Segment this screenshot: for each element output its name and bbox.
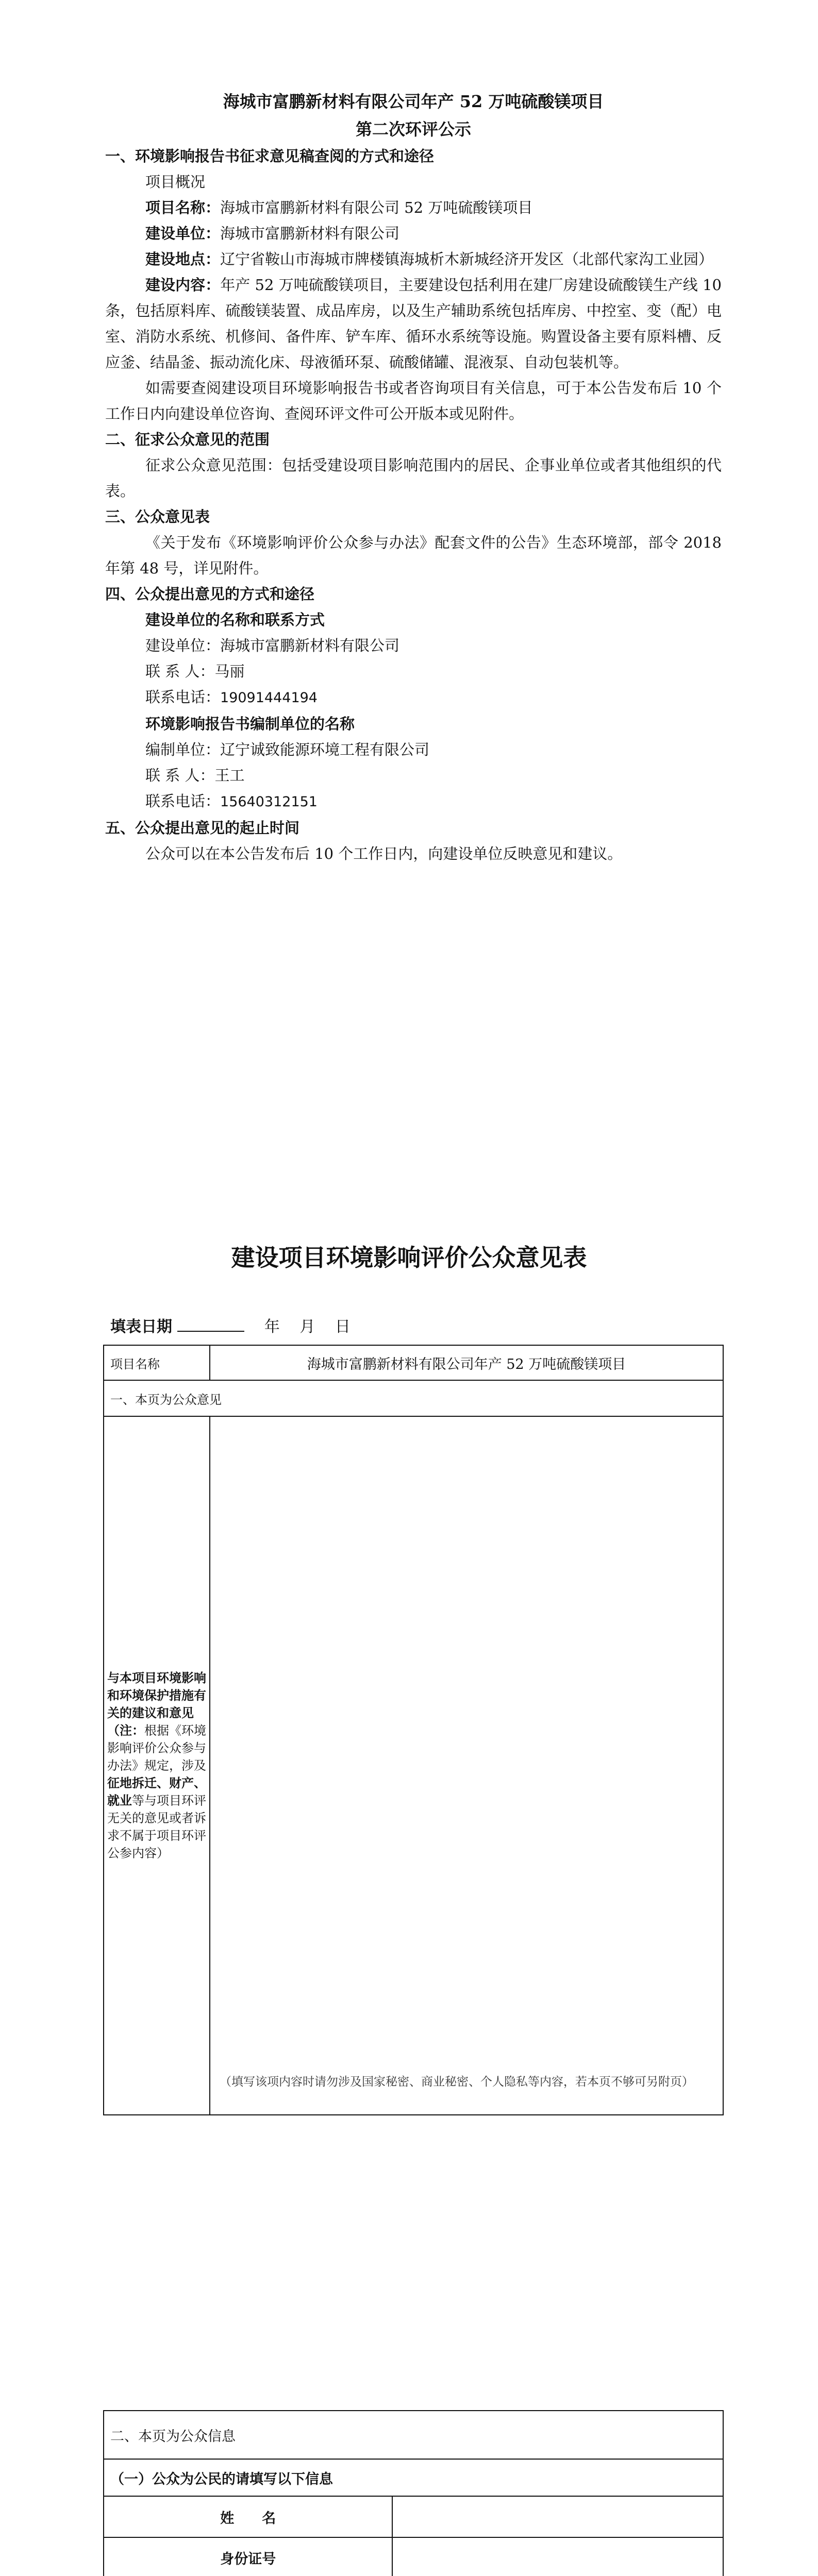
project-name: 海城市富鹏新材料有限公司 52 万吨硫酸镁项目 [220,199,533,216]
fill-date-blank[interactable] [177,1316,244,1332]
s4-builder-line [105,633,722,658]
contact2: 王工 [214,767,245,784]
notice-title: 海城市富鹏新材料有限公司年产 52 万吨硫酸镁项目 [223,92,604,111]
id-label: 身份证号 [104,2537,392,2576]
fill-date [110,1314,350,1336]
fill-date-label: 填表日期 [110,1318,172,1336]
public-info-table [103,2410,724,2576]
s4-builder: 海城市富鹏新材料有限公司 [220,637,400,654]
project-value-cell: 海城市富鹏新材料有限公司年产 52 万吨硫酸镁项目 [210,1345,723,1380]
contact2-line [105,762,722,788]
builder-line [105,221,722,246]
form-title: 建设项目环境影响评价公众意见表 [231,1244,587,1272]
builder-label: 建设单位： [145,225,221,242]
contact2-label: 联 系 人： [145,767,215,784]
id-input[interactable] [392,2537,723,2576]
fill-date-day: 日 [335,1318,350,1336]
fill-date-year: 年 [264,1318,280,1336]
public-notice [105,88,722,867]
s4-builder-label: 建设单位： [145,637,221,654]
name-label: 姓 名 [104,2496,392,2537]
project-name-line [105,195,722,221]
compiler-line [105,737,722,762]
opinion-input-cell[interactable] [210,1416,723,2115]
section-1-paragraph: 如需要查阅建设项目环境影响报告书或者咨询项目有关信息，可于本公告发布后 10 个工作日内向建设单位咨询、查阅环评文件可公开版本或见附件。 [105,379,722,422]
phone2-label: 联系电话： [145,792,221,810]
compiler-label: 编制单位： [145,741,221,758]
phone2: 15640312151 [220,794,318,810]
builder: 海城市富鹏新材料有限公司 [220,225,400,242]
citizen-heading: （一）公众为公民的请填写以下信息 [104,2459,723,2496]
section-5-paragraph: 公众可以在本公告发布后 10 个工作日内，向建设单位反映意见和建议。 [145,845,623,862]
content-line [105,272,722,375]
phone1-line [105,684,722,711]
opinion-label-keywords: 征地拆迁、财产、就业 [107,1775,206,1808]
section-3-paragraph: 《关于发布《环境影响评价公众参与办法》配套文件的公告》生态环境部，部令 2018 年第 48 号，详见附件。 [105,534,722,577]
part2-heading: 二、本页为公众信息 [104,2411,723,2459]
content-label: 建设内容： [145,276,221,294]
opinion-label-note-open: （注： [107,1723,144,1738]
compiler-heading: 环境影响报告书编制单位的名称 [145,715,355,733]
opinion-label-bold: 与本项目环境影响和环境保护措施有关的建议和意见 [107,1670,206,1720]
opinion-label-cell [104,1416,210,2115]
contact1-label: 联 系 人： [145,663,215,680]
fill-date-month: 月 [299,1318,315,1336]
section-3-heading: 三、公众意见表 [105,508,210,526]
project-name-label: 项目名称： [145,199,221,216]
phone1: 19091444194 [220,690,318,706]
opinion-label-rest2: 等与项目环评无关的意见或者诉求不属于项目环评公参内容） [107,1793,206,1860]
project-overview: 项目概况 [145,173,206,191]
project-label-cell: 项目名称 [104,1345,210,1380]
contact1-line [105,658,722,684]
content: 年产 52 万吨硫酸镁项目，主要建设包括利用在建厂房建设硫酸镁生产线 10 条，包括原料库、硫酸镁装置、成品库房，以及生产辅助系统包括库房、中控室、变（配）电室、消防水系统、机修间、备件库、铲车库、循环水系统等设施。购置设备主要有原料槽、反应釜、结晶釜、振动流化床、母液循环泵、硫酸储罐、混液泵、自动包装机等。 [105,276,722,371]
section-4-heading: 四、公众提出意见的方式和途径 [105,585,315,603]
location-line [105,246,722,272]
opinion-note: （填写该项内容时请勿涉及国家秘密、商业秘密、个人隐私等内容，若本页不够可另附页） [220,2075,694,2089]
opinion-table [103,1345,724,2115]
part1-heading: 一、本页为公众意见 [104,1380,723,1416]
compiler: 辽宁诚致能源环境工程有限公司 [220,741,430,758]
section-2-paragraph: 征求公众意见范围：包括受建设项目影响范围内的居民、企事业单位或者其他组织的代表。 [105,456,722,500]
contact1: 马丽 [214,663,245,680]
builder-contact-heading: 建设单位的名称和联系方式 [145,611,325,629]
phone1-label: 联系电话： [145,688,221,706]
name-input[interactable] [392,2496,723,2537]
location: 辽宁省鞍山市海城市牌楼镇海城析木新城经济开发区（北部代家沟工业园） [220,250,714,268]
opinion-label-rest1: 根据《环境影响评价公众参与办法》规定，涉及 [107,1723,206,1773]
notice-subtitle: 第二次环评公示 [355,120,471,139]
section-5-heading: 五、公众提出意见的起止时间 [105,819,300,837]
location-label: 建设地点： [145,250,221,268]
section-1-heading: 一、环境影响报告书征求意见稿查阅的方式和途径 [105,147,435,165]
phone2-line [105,788,722,815]
section-2-heading: 二、征求公众意见的范围 [105,431,270,448]
